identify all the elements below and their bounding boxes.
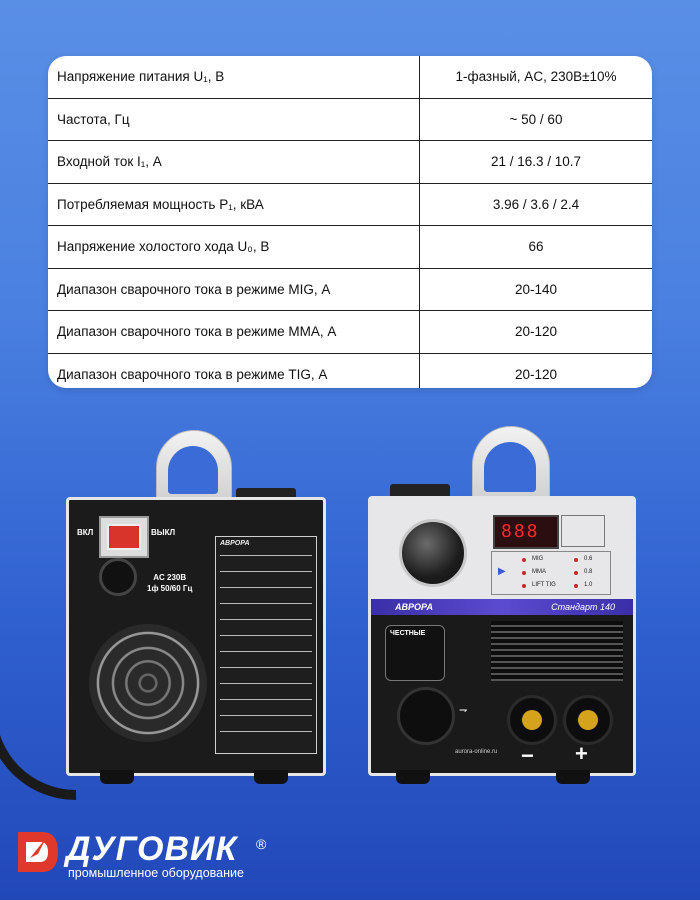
rating-plate <box>215 536 317 754</box>
mode-mma-label: MMA <box>532 569 546 575</box>
power-switch[interactable] <box>99 516 149 558</box>
led-indicator <box>522 584 526 588</box>
mode-lift-tig-label: LIFT TIG <box>532 582 556 588</box>
foot <box>100 770 134 784</box>
quality-sticker <box>385 625 445 681</box>
foot <box>254 770 288 784</box>
spec-row <box>48 56 652 99</box>
power-rating-line2: 1ф 50/60 Гц <box>147 584 193 593</box>
spec-value: 21 / 16.3 / 10.7 <box>490 154 582 170</box>
wire-08-label: 0.8 <box>584 569 593 575</box>
logo-name: ДУГОВИК <box>66 830 238 868</box>
wire-06-label: 0.6 <box>584 556 593 562</box>
brand-name: АВРОРА <box>395 602 433 612</box>
spec-value: 1-фазный, AC, 230В±10% <box>455 69 617 85</box>
spec-row <box>48 99 652 142</box>
plate-divider <box>220 603 312 604</box>
spec-row <box>48 311 652 354</box>
wire-10-label: 1.0 <box>584 582 593 588</box>
positive-terminal[interactable] <box>563 695 613 745</box>
registered-mark: ® <box>256 836 267 852</box>
spec-label: Напряжение питания U₁, В <box>48 56 420 98</box>
website-label: aurora-online.ru <box>455 749 498 755</box>
display-digits: 888 <box>501 521 540 542</box>
play-icon[interactable]: ▶ <box>498 566 506 577</box>
spec-value: 20-140 <box>514 281 558 297</box>
plate-divider <box>220 619 312 620</box>
sticker-text: ЧЕСТНЫЕ <box>390 630 426 637</box>
specs-table <box>48 56 652 388</box>
spec-value: 20-120 <box>514 324 558 340</box>
plate-divider <box>220 555 312 556</box>
power-rating <box>147 572 192 594</box>
mode-selector-panel[interactable] <box>491 551 611 595</box>
spec-value: 20-120 <box>514 366 558 382</box>
spec-row <box>48 354 652 389</box>
dugovik-logo-icon <box>16 828 60 876</box>
indicator-panel <box>561 515 605 547</box>
minus-sign: − <box>521 743 534 768</box>
polarity-switch-icon: ⇁ <box>459 705 468 716</box>
plate-divider <box>220 635 312 636</box>
plate-divider <box>220 651 312 652</box>
plate-divider <box>220 699 312 700</box>
spec-value: ~ 50 / 60 <box>509 111 563 127</box>
negative-terminal[interactable] <box>507 695 557 745</box>
spec-value: 3.96 / 3.6 / 2.4 <box>492 196 580 212</box>
switch-off-label: ВЫКЛ <box>151 528 176 537</box>
switch-on-label: ВКЛ <box>77 528 94 537</box>
plate-divider <box>220 667 312 668</box>
brand-stripe <box>371 599 633 615</box>
handle-opening <box>168 446 218 494</box>
foot <box>396 770 430 784</box>
digital-display <box>493 515 559 549</box>
led-indicator <box>522 558 526 562</box>
spec-label: Потребляемая мощность P₁, кВА <box>48 184 420 226</box>
plate-divider <box>220 571 312 572</box>
terminal-core <box>578 710 598 730</box>
spec-row <box>48 226 652 269</box>
led-indicator <box>574 584 578 588</box>
torch-euro-connector[interactable] <box>397 687 455 745</box>
handle-opening <box>484 442 536 492</box>
led-indicator <box>574 558 578 562</box>
spec-label: Диапазон сварочного тока в режиме TIG, А <box>48 354 420 389</box>
plate-divider <box>220 715 312 716</box>
spec-row <box>48 269 652 312</box>
mode-mig-label: MIG <box>532 556 544 562</box>
ventilation-grille <box>491 621 623 681</box>
model-name: Стандарт 140 <box>551 602 615 612</box>
spec-label: Частота, Гц <box>48 99 420 141</box>
logo-tagline: промышленное оборудование <box>68 866 244 880</box>
current-adjust-knob[interactable] <box>399 519 467 587</box>
spec-label: Входной ток I₁, А <box>48 141 420 183</box>
spec-row <box>48 184 652 227</box>
power-cable <box>0 560 76 800</box>
power-cable-gland <box>99 558 137 596</box>
plus-sign: + <box>575 741 588 766</box>
control-panel <box>371 499 633 601</box>
switch-rocker[interactable] <box>107 524 141 550</box>
spec-label: Диапазон сварочного тока в режиме MMA, А <box>48 311 420 353</box>
foot <box>556 770 590 784</box>
spec-label: Напряжение холостого хода U₀, В <box>48 226 420 268</box>
terminal-core <box>522 710 542 730</box>
plate-brand: АВРОРА <box>220 540 250 547</box>
cooling-fan-grille <box>89 624 207 742</box>
spec-value: 66 <box>528 239 544 255</box>
spec-row <box>48 141 652 184</box>
plate-divider <box>220 731 312 732</box>
plate-divider <box>220 587 312 588</box>
plate-divider <box>220 683 312 684</box>
power-rating-line1: AC 230В <box>153 573 187 582</box>
front-panel <box>368 496 636 776</box>
led-indicator <box>574 571 578 575</box>
spec-label: Диапазон сварочного тока в режиме MIG, А <box>48 269 420 311</box>
back-panel <box>66 497 326 776</box>
led-indicator <box>522 571 526 575</box>
